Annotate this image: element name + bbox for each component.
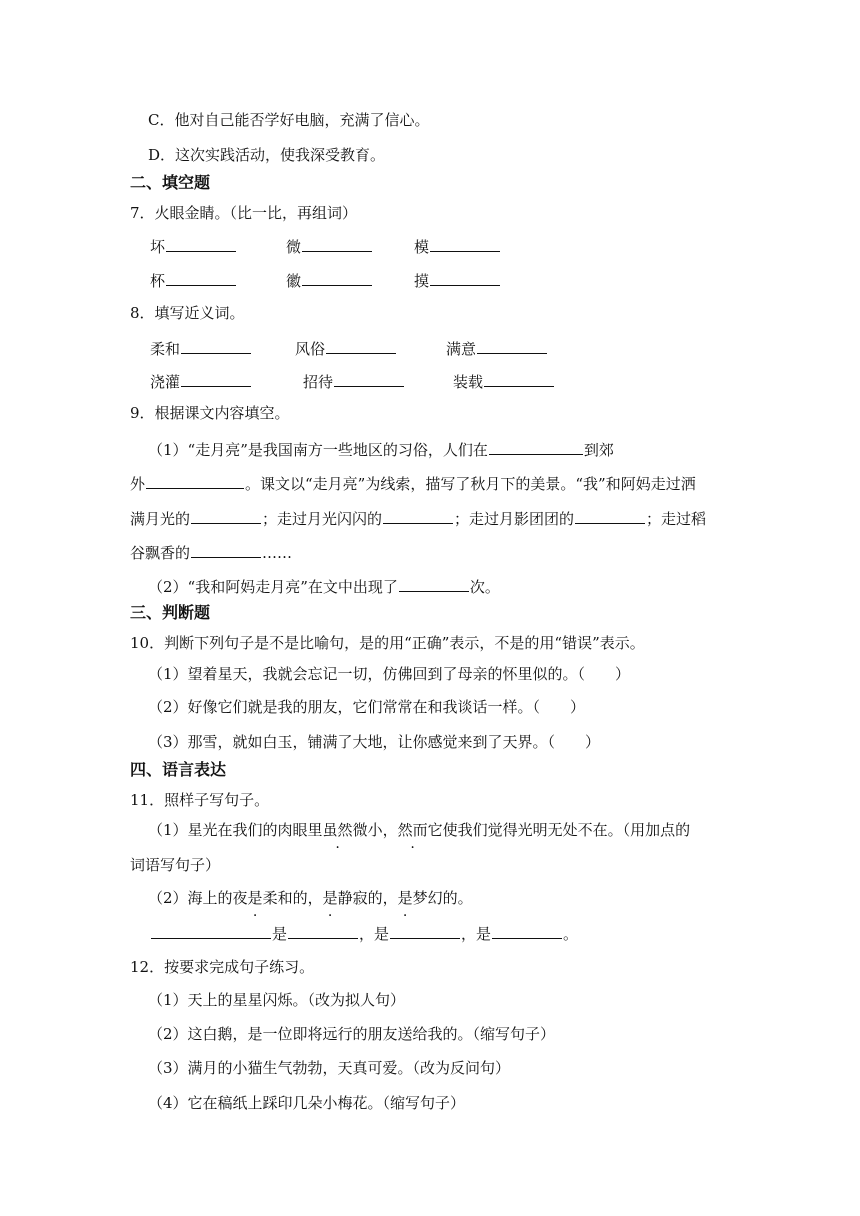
blank[interactable] — [383, 507, 453, 524]
blank[interactable] — [390, 922, 460, 939]
blank[interactable] — [489, 438, 583, 455]
section-title-language-expression: 四、语言表达 — [130, 760, 227, 779]
q7-row1-item2: 微 — [286, 235, 373, 257]
blank[interactable] — [334, 370, 404, 387]
blank[interactable] — [430, 269, 500, 286]
q7-row1-item1: 坏 — [150, 235, 237, 257]
question-11-stem: 11．照样子写句子。 — [130, 791, 270, 809]
q7-row2-item3: 摸 — [414, 269, 501, 291]
blank[interactable] — [181, 337, 251, 354]
dotted-word: 然而 — [397, 821, 428, 839]
q9-part1-line1: （1）“走月亮”是我国南方一些地区的习俗，人们在 到郊 — [148, 438, 614, 460]
q11-part1-line2: 词语写句子） — [130, 856, 221, 874]
blank[interactable] — [191, 507, 261, 524]
q10-sentence-1: （1）望着星天，我就会忘记一切，仿佛回到了母亲的怀里似的。（ ） — [148, 665, 631, 683]
q8-row1-item3: 满意 — [446, 337, 548, 359]
option-c: C．他对自己能否学好电脑，充满了信心。 — [148, 111, 430, 129]
q9-part2: （2）“我和阿妈走月亮”在文中出现了 次。 — [148, 575, 500, 597]
blank[interactable] — [181, 370, 251, 387]
q8-row1-item1: 柔和 — [150, 337, 252, 359]
dotted-word: 是 — [322, 889, 338, 907]
q10-sentence-3: （3）那雪，就如白玉，铺满了大地，让你感觉来到了天界。（ ） — [148, 733, 601, 751]
q7-row2-item2: 徽 — [286, 269, 373, 291]
blank[interactable] — [575, 507, 645, 524]
blank[interactable] — [302, 269, 372, 286]
blank[interactable] — [166, 235, 236, 252]
q8-row2-item2: 招待 — [303, 370, 405, 392]
q8-row2-item3: 装载 — [453, 370, 555, 392]
blank[interactable] — [477, 337, 547, 354]
q12-item-2: （2）这白鹅，是一位即将远行的朋友送给我的。（缩写句子） — [148, 1025, 556, 1043]
q9-part1-line2: 外 。课文以“走月亮”为线索，描写了秋月下的美景。“我”和阿妈走过洒 — [130, 472, 696, 494]
blank[interactable] — [288, 922, 358, 939]
q7-row2-item1: 杯 — [150, 269, 237, 291]
q9-part1-line4: 谷飘香的 …… — [130, 541, 292, 563]
blank[interactable] — [484, 370, 554, 387]
blank[interactable] — [492, 922, 562, 939]
option-d: D．这次实践活动，使我深受教育。 — [148, 146, 386, 164]
blank[interactable] — [326, 337, 396, 354]
q11-part2-answer-line: 是 ，是 ，是 。 — [150, 922, 578, 944]
blank[interactable] — [430, 235, 500, 252]
blank[interactable] — [146, 472, 244, 489]
blank[interactable] — [151, 922, 271, 939]
dotted-word: 是 — [397, 889, 413, 907]
section-title-judgement: 三、判断题 — [130, 603, 211, 622]
blank[interactable] — [302, 235, 372, 252]
dotted-word: 是 — [247, 889, 263, 907]
question-7-stem: 7．火眼金睛。（比一比，再组词） — [130, 204, 358, 222]
q11-part2-example: （2）海上的夜是柔和的，是静寂的，是梦幻的。 — [148, 889, 473, 907]
q12-item-3: （3）满月的小猫生气勃勃，天真可爱。（改为反问句） — [148, 1059, 511, 1077]
blank[interactable] — [191, 541, 261, 558]
question-8-stem: 8．填写近义词。 — [130, 304, 245, 322]
section-title-fill-blank: 二、填空题 — [130, 173, 211, 192]
q11-part1-line1: （1）星光在我们的肉眼里虽然微小，然而它使我们觉得光明无处不在。（用加点的 — [148, 821, 691, 839]
blank[interactable] — [399, 575, 469, 592]
q10-sentence-2: （2）好像它们就是我的朋友，它们常常在和我谈话一样。（ ） — [148, 698, 586, 716]
q8-row2-item1: 浇灌 — [150, 370, 252, 392]
question-10-stem: 10．判断下列句子是不是比喻句，是的用“正确”表示，不是的用“错误”表示。 — [130, 634, 645, 652]
q7-row1-item3: 模 — [414, 235, 501, 257]
q9-part1-line3: 满月光的 ；走过月光闪闪的 ；走过月影团团的 ；走过稻 — [130, 507, 706, 529]
q8-row1-item2: 风俗 — [295, 337, 397, 359]
blank[interactable] — [166, 269, 236, 286]
question-9-stem: 9．根据课文内容填空。 — [130, 404, 290, 422]
q12-item-1: （1）天上的星星闪烁。（改为拟人句） — [148, 991, 406, 1009]
q12-item-4: （4）它在稿纸上踩印几朵小梅花。（缩写句子） — [148, 1094, 466, 1112]
question-12-stem: 12．按要求完成句子练习。 — [130, 958, 315, 976]
dotted-word: 虽然 — [322, 821, 353, 839]
